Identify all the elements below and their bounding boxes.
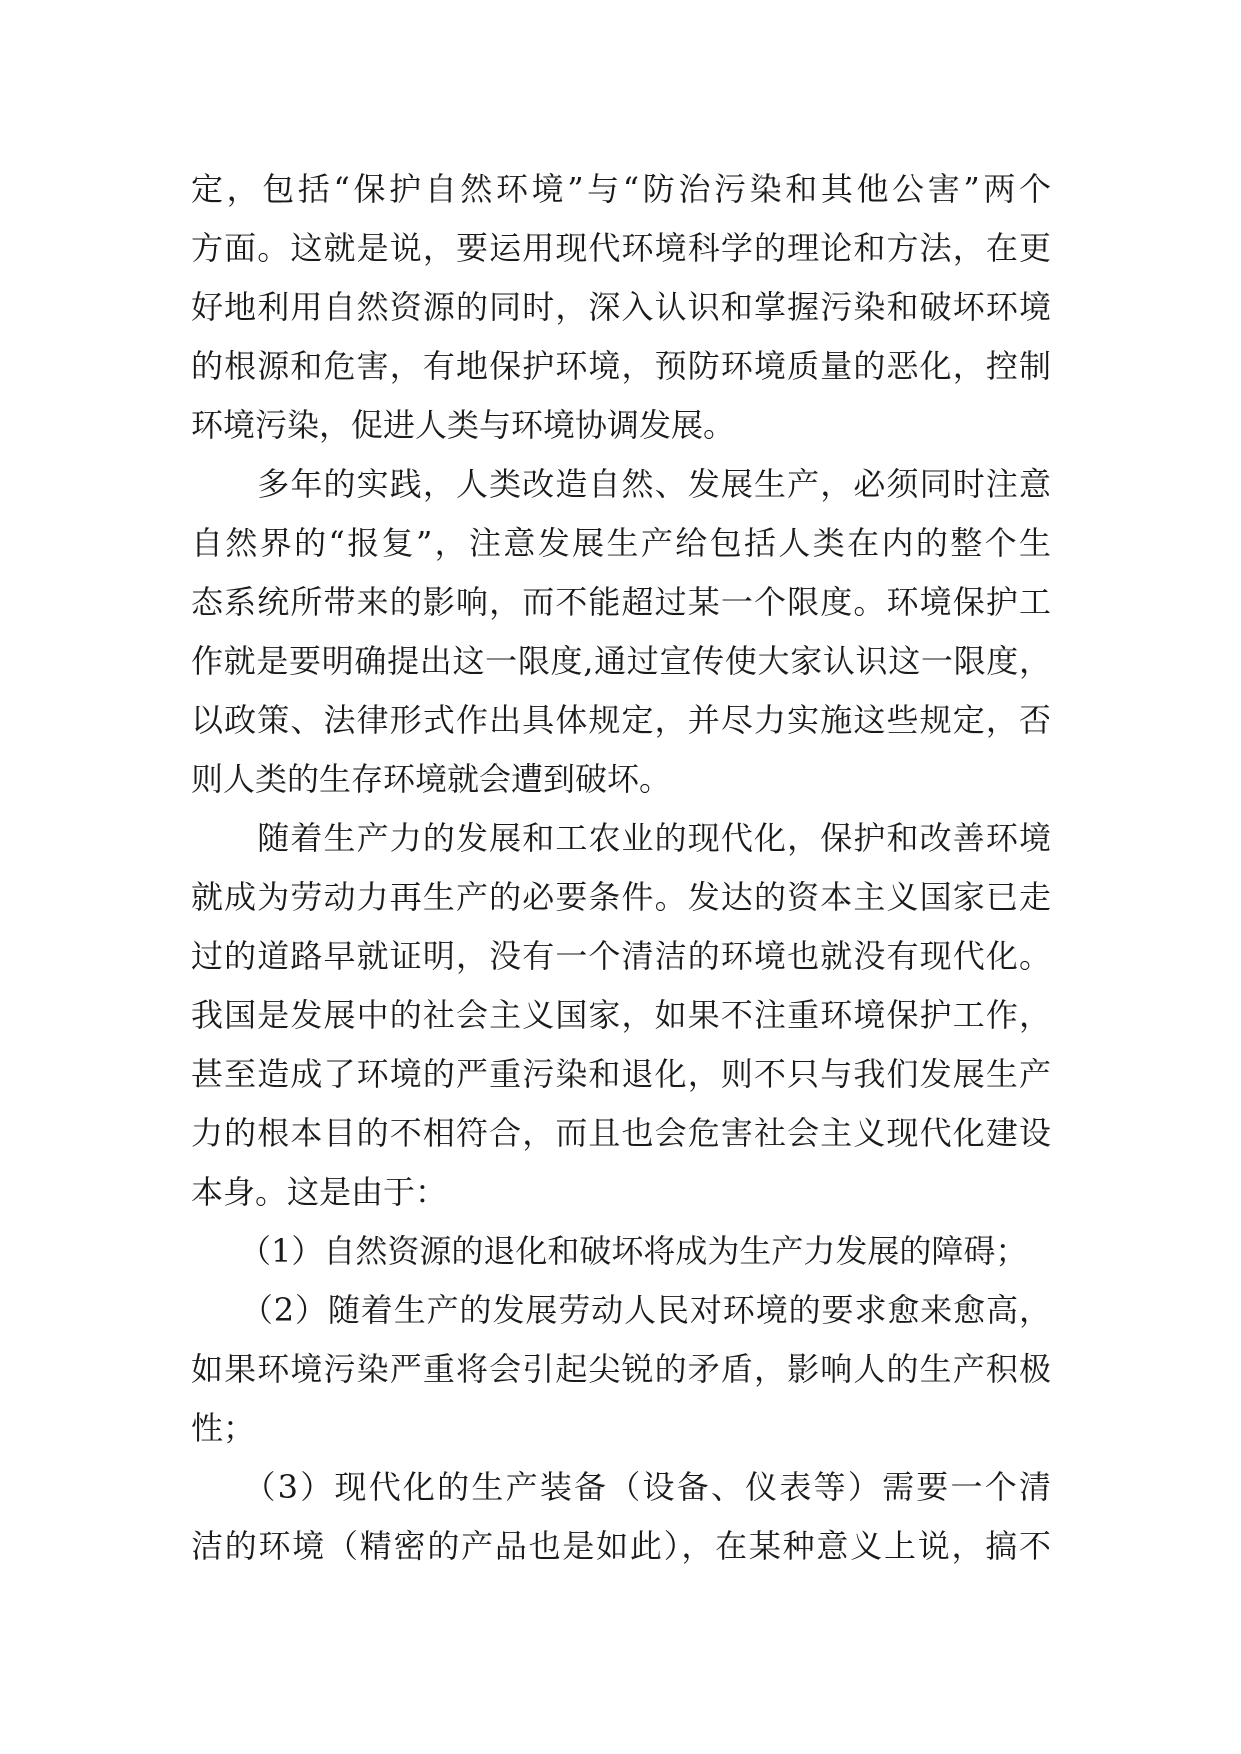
paragraph [191,160,1051,455]
text-line: 定，包括“保护自然环境”与“防治污染和其他公害”两个 [191,170,1051,208]
text-line: 甚至造成了环境的严重污染和退化，则不只与我们发展生产 [191,1055,1051,1093]
text-line: 如果环境污染严重将会引起尖锐的矛盾，影响人的生产积极 [191,1350,1051,1388]
text-line: 过的道路早就证明，没有一个清洁的环境也就没有现代化。 [191,937,1051,975]
paragraph [191,455,1051,809]
text-line: 环境污染，促进人类与环境协调发展。 [191,406,736,444]
document-body [191,160,1051,1576]
text-line: 我国是发展中的社会主义国家，如果不注重环境保护工作， [191,996,1051,1034]
paragraph [191,1222,1051,1281]
text-line: 就成为劳动力再生产的必要条件。发达的资本主义国家已走 [191,878,1051,916]
paragraph [191,809,1051,1222]
text-line: （3）现代化的生产装备（设备、仪表等）需要一个清 [191,1468,1051,1506]
text-line: 以政策、法律形式作出具体规定，并尽力实施这些规定，否 [191,701,1051,739]
text-line: 则人类的生存环境就会遭到破坏。 [191,760,672,798]
text-line: 作就是要明确提出这一限度,通过宣传使大家认识这一限度， [191,642,1051,680]
text-line: 多年的实践，人类改造自然、发展生产，必须同时注意 [191,465,1051,503]
paragraph [191,1281,1051,1458]
text-line: （2）随着生产的发展劳动人民对环境的要求愈来愈高， [191,1291,1051,1329]
text-line: 态系统所带来的影响，而不能超过某一个限度。环境保护工 [191,583,1051,621]
text-line: 好地利用自然资源的同时，深入认识和掌握污染和破坏环境 [191,288,1051,326]
text-line: 性； [191,1409,256,1447]
text-line: 随着生产力的发展和工农业的现代化，保护和改善环境 [191,819,1051,857]
text-line: 的根源和危害，有地保护环境，预防环境质量的恶化，控制 [191,347,1051,385]
text-line: 力的根本目的不相符合，而且也会危害社会主义现代化建设 [191,1114,1051,1152]
text-line: 洁的环境（精密的产品也是如此），在某种意义上说，搞不 [191,1527,1051,1565]
paragraph [191,1458,1051,1576]
text-line: （1）自然资源的退化和破坏将成为生产力发展的障碍； [191,1232,1028,1270]
text-line: 本身。这是由于： [191,1173,448,1211]
text-line: 自然界的“报复”，注意发展生产给包括人类在内的整个生 [191,524,1051,562]
text-line: 方面。这就是说，要运用现代环境科学的理论和方法，在更 [191,229,1051,267]
